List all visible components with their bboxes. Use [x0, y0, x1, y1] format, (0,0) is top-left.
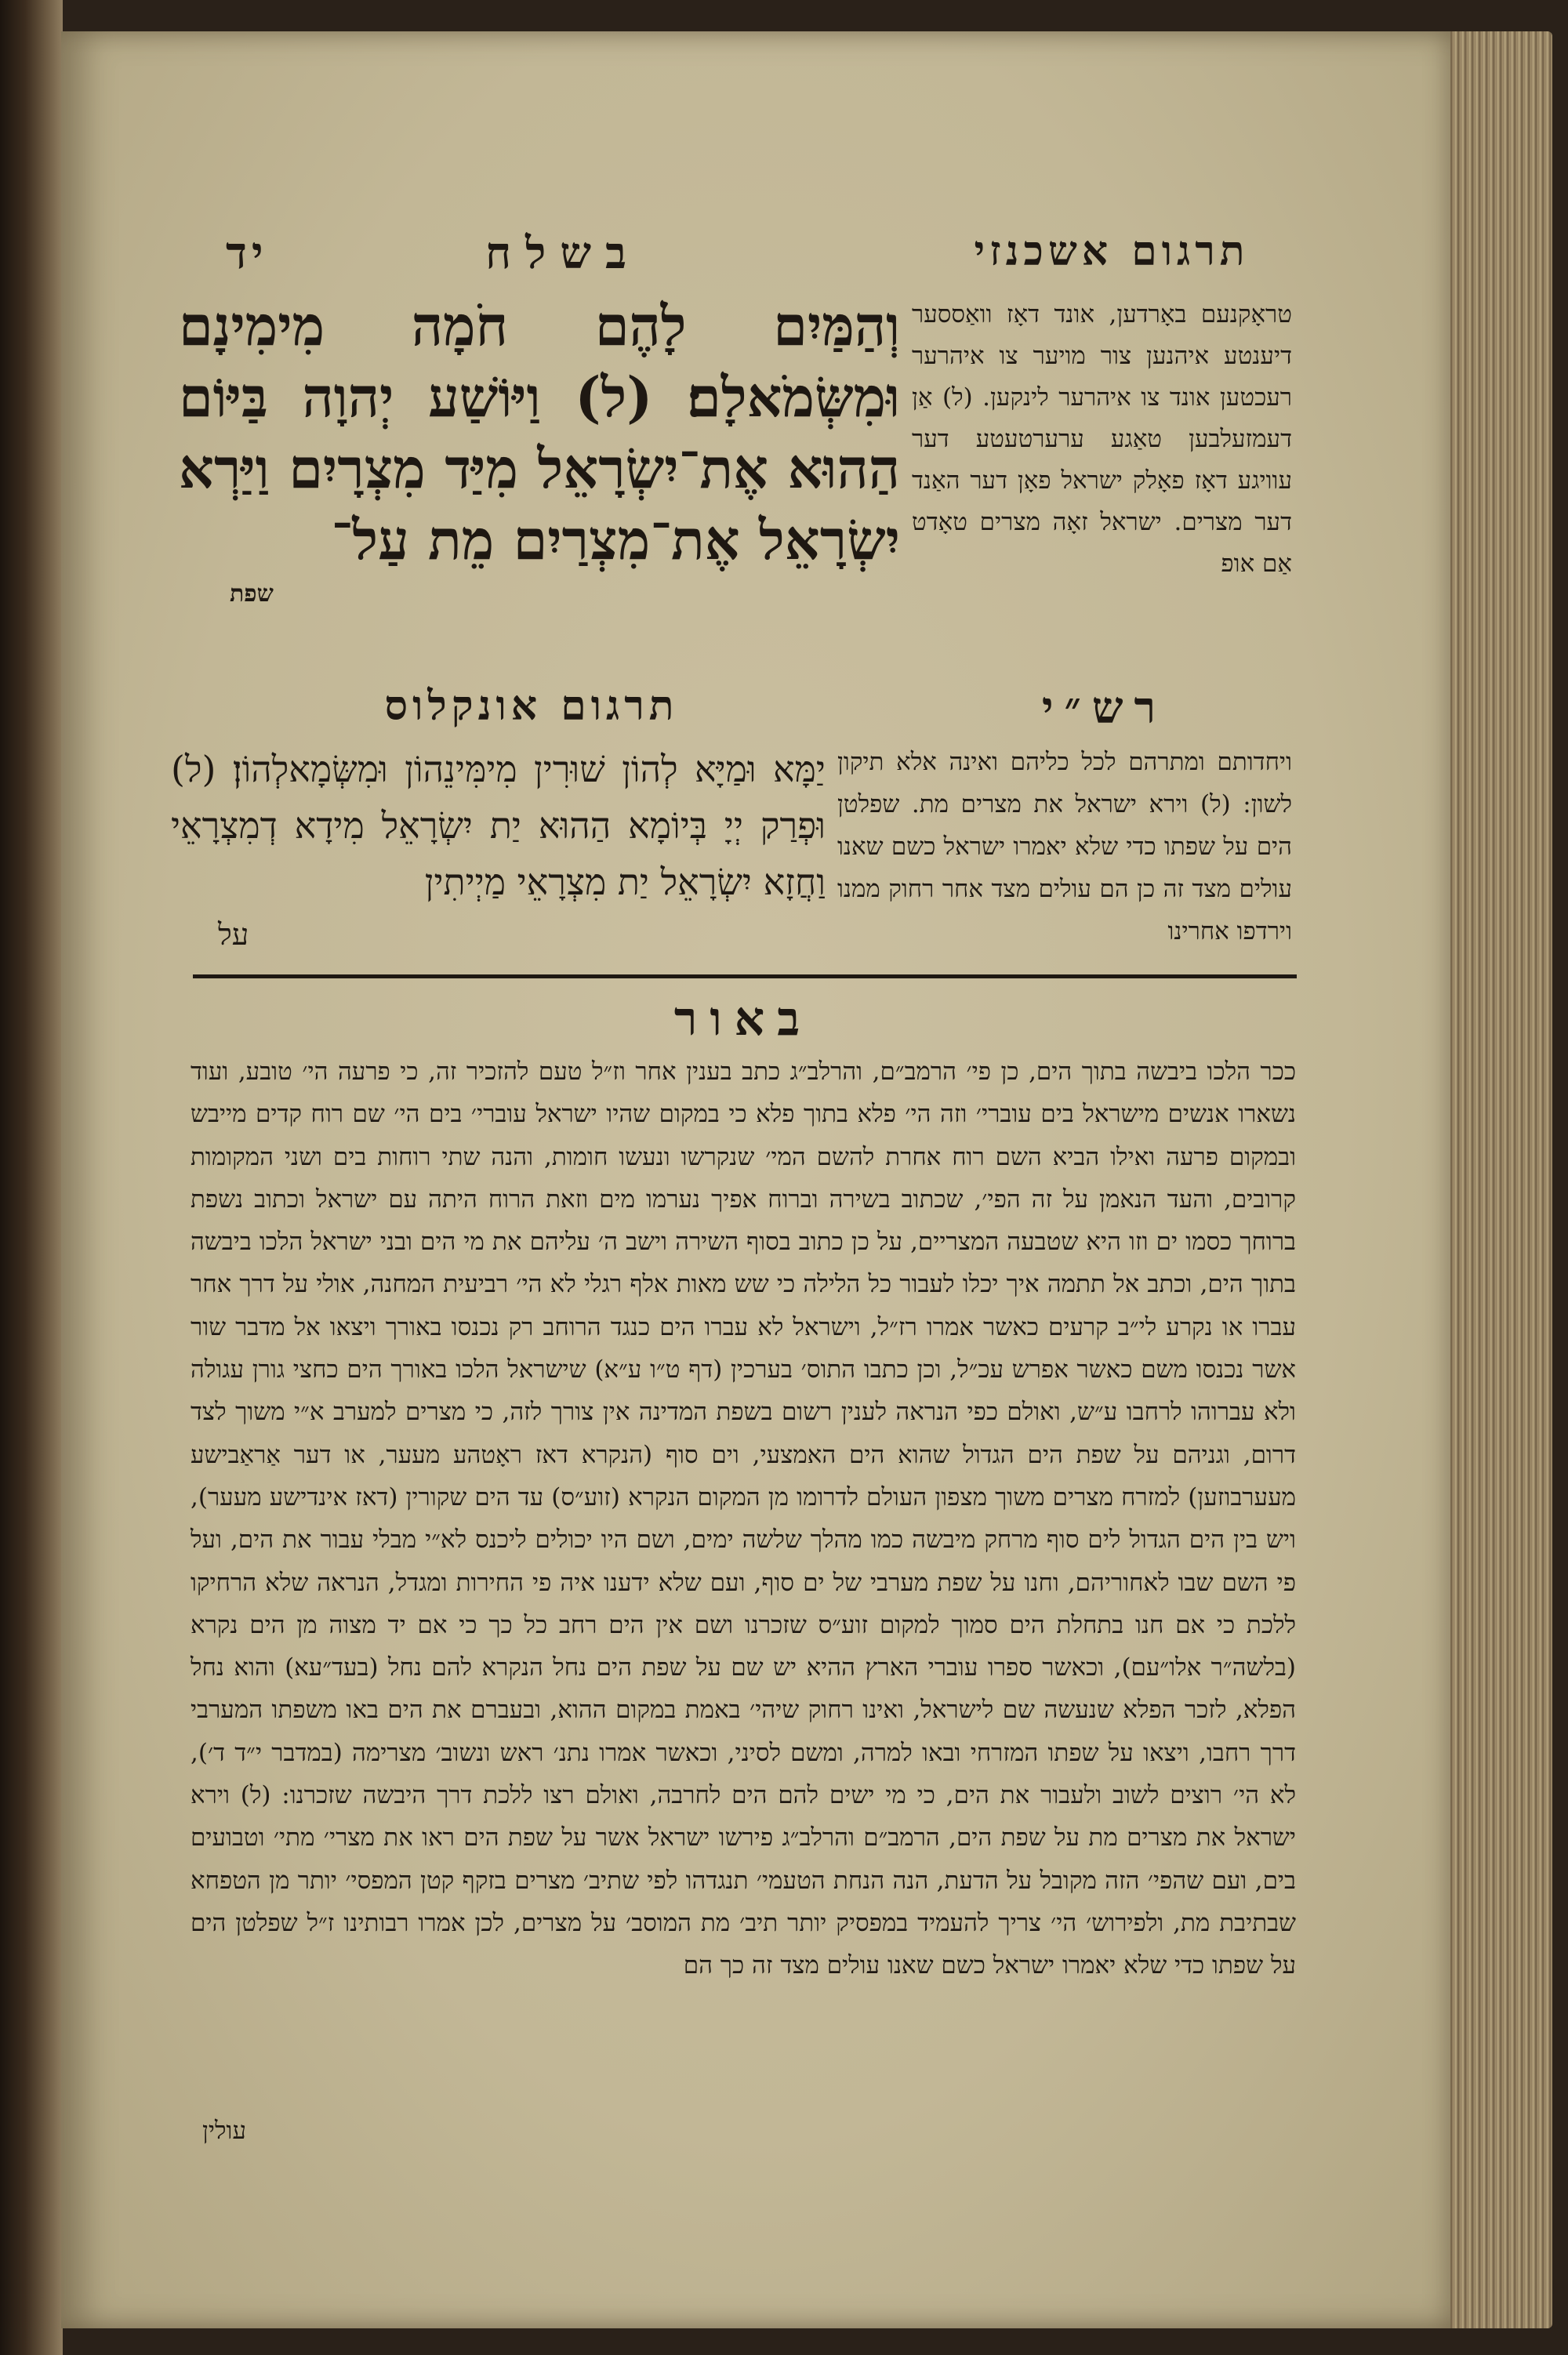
targum-ashkenazi-heading: תרגום אשכנזי	[974, 227, 1250, 275]
biur-heading: באור	[673, 992, 813, 1047]
targum-ashkenazi-text: טראָקנעם באָרדען, אונד דאָז וואַססער דיענטע איהנען צור מויער צו איהרער רעכטען אונד צו איהרער לינקען. (ל) אַן דעמזעלבען טאַגע ערערטעטע דער עוויגע דאָז פאָלק ישראל פאָן דער האַנד דער מצרים. ישראל זאָה מצרים טאָדט אַם אופ	[912, 300, 1292, 578]
book-page	[61, 31, 1450, 2328]
section-divider	[193, 974, 1297, 978]
parsha-heading: בשלח	[485, 227, 641, 279]
onkelos-catchword: על	[218, 917, 249, 952]
verse-text: וְהַמַּיִם לָהֶם חֹמָה מִימִינָם וּמִשְּׂמֹאלָם׃ (ל) וַיּוֹשַׁע יְהוָה בַּיּוֹם הַהוּא אֶת־יִשְׂרָאֵל מִיַּד מִצְרָיִם וַיַּרְא יִשְׂרָאֵל אֶת־מִצְרַיִם מֵת עַל־	[179, 293, 900, 572]
rashi-heading: רש״י	[1041, 682, 1167, 734]
onkelos-heading: תרגום אונקלוס	[384, 682, 679, 730]
book-spine	[0, 0, 63, 2355]
biur-catchword: עולין	[202, 2117, 247, 2145]
page-edges	[1446, 31, 1552, 2328]
onkelos-text: יַמָּא וּמַיָּא לְהוֹן שׁוּרִין מִימִּינֵהוֹן וּמִשְּׂמָאלְהוֹן׃ (ל) וּפְרַק יְיָ בְּיוֹמָא הַהוּא יַת יִשְׂרָאֵל מִידָא דְמִצְרָאֵי וַחֲזָא יִשְׂרָאֵל יַת מִצְרָאֵי מַיְיתִין	[171, 748, 826, 903]
rashi-text: ויחדותם ומתרהם לכל כליהם ואינה אלא תיקון לשון: (ל) וירא ישראל את מצרים מת. שפלטן הים על שפתו כדי שלא יאמרו ישראל כשם שאנו עולים מצד זה כן הם עולים מצד אחר רחוק ממנו וירדפו אחרינו	[837, 748, 1292, 945]
verse-catchword: שפת	[230, 580, 274, 608]
page-number: יד	[226, 227, 268, 279]
biur-text: ככר הלכו ביבשה בתוך הים, כן פי׳ הרמב״ם, והרלב״ג כתב בענין אחר וז״ל טעם להזכיר זה, כי פרעה הי׳ טובע, ועוד נשארו אנשים מישראל בים עוברי׳ וזה הי׳ פלא בתוך פלא כי במקום שהיו ישראל עוברי׳ בים הי׳ שם רוח קדים מייבש ובמקום פרעה ואילו הביא השם רוח אחרת להשם המי׳ שנקרשו ונעשו חומות, והנה שתי רוחות בים ושני המקומות קרובים, והעד הנאמן על זה הפי׳, שכתוב בשירה וברוח אפיך נערמו מים וזאת הרוח היתה עם ישראל וכתוב נשפת ברוחך כסמו ים וזו היא שטבעה המצריים, על כן כתוב בסוף השירה וישב ה׳ עליהם את מי הים ובני ישראל הלכו ביבשה בתוך הים, וכתב אל תתמה איך יכלו לעבור כל הלילה כי שש מאות אלף רגלי לא הי׳ רביעית המחנה, אולי על דרך אחר עברו או נקרע לי״ב קרעים כאשר אמרו רז״ל, וישראל לא עברו הים כנגד הרוחב רק נכנסו באורך ויצאו אל מדבר שור אשר נכנסו משם כאשר אפרש עכ״ל, וכן כתבו התוס׳ בערכין (דף ט״ו ע״א) שישראל הלכו באורך הים כחצי גורן עגולה ולא עברוהו לרחבו ע״ש, ואולם כפי הנראה לענין רשום בשפת המדינה אין צורך לזה, כי מצרים למערב א״י משוך לצד דרום, וגניהם על שפת הים הגדול שהוא הים האמצעי, וים סוף (הנקרא דאז ראָטהע מעער, או דער אַראַבישע מעערבוזען) למזרח מצרים משוך מצפון העולם לדרומו מן המקום הנקרא (זוע״ס) עד הים שקורין (דאז אינדישע מעער), ויש בין הים הגדול לים סוף מרחק מיבשה כמו מהלך שלשה ימים, ושם היו יכולים ליכנס לא״י מבלי עבור את הים, ועל פי השם שבו לאחוריהם, וחנו על שפת מערבי של ים סוף, ועם שלא ידענו איה פי החירות ומגדל, הנראה שלא הרחיקו ללכת כי אם חנו בתחלת הים סמוך למקום זוע״ס שזכרנו ושם אין הים רחב כל כך כי אם יד מצוה מן הים נקרא (בלשה״ר אלו״עם), וכאשר ספרו עוברי הארץ ההיא יש שם על שפת הים נחל הנקרא להם נחל (בעד״עא) והוא נחל הפלא, לזכר הפלא שנעשה שם לישראל, ואינו רחוק שיהי׳ באמת במקום ההוא, ובעברם את הים באו משפתו המערבי דרך רחבו, ויצאו על שפתו המזרחי ובאו למרה, ומשם לסיני, וכאשר אמרו נתנ׳ ראש ונשוב׳ מצרימה (במדבר י״ד ד׳), לא הי׳ רוצים לשוב ולעבור את הים, כי מי ישים להם הים לחרבה, ואולם רצו ללכת דרך היבשה שזכרנו: (ל) וירא ישראל את מצרים מת על שפת הים, הרמב״ם והרלב״ג פירשו ישראל אשר על שפת הים ראו את מצרי׳ מתי׳ וטבועים בים, ועם שהפי׳ הזה מקובל על הדעת, הנה הנחת הטעמי׳ תנגדהו לפי שתיב׳ מצרים בזקף קטן המפסי׳ יותר מן הטפחא שבתיבת מת, ולפירוש׳ הי׳ צריך להעמיד במפסיק יותר תיב׳ מת המוסב׳ על מצרים, לכן אמרו רבותינו ז״ל שפלטן הים על שפתו כדי שלא יאמרו ישראל כשם שאנו עולים מצד זה כך הם	[191, 1058, 1296, 1980]
